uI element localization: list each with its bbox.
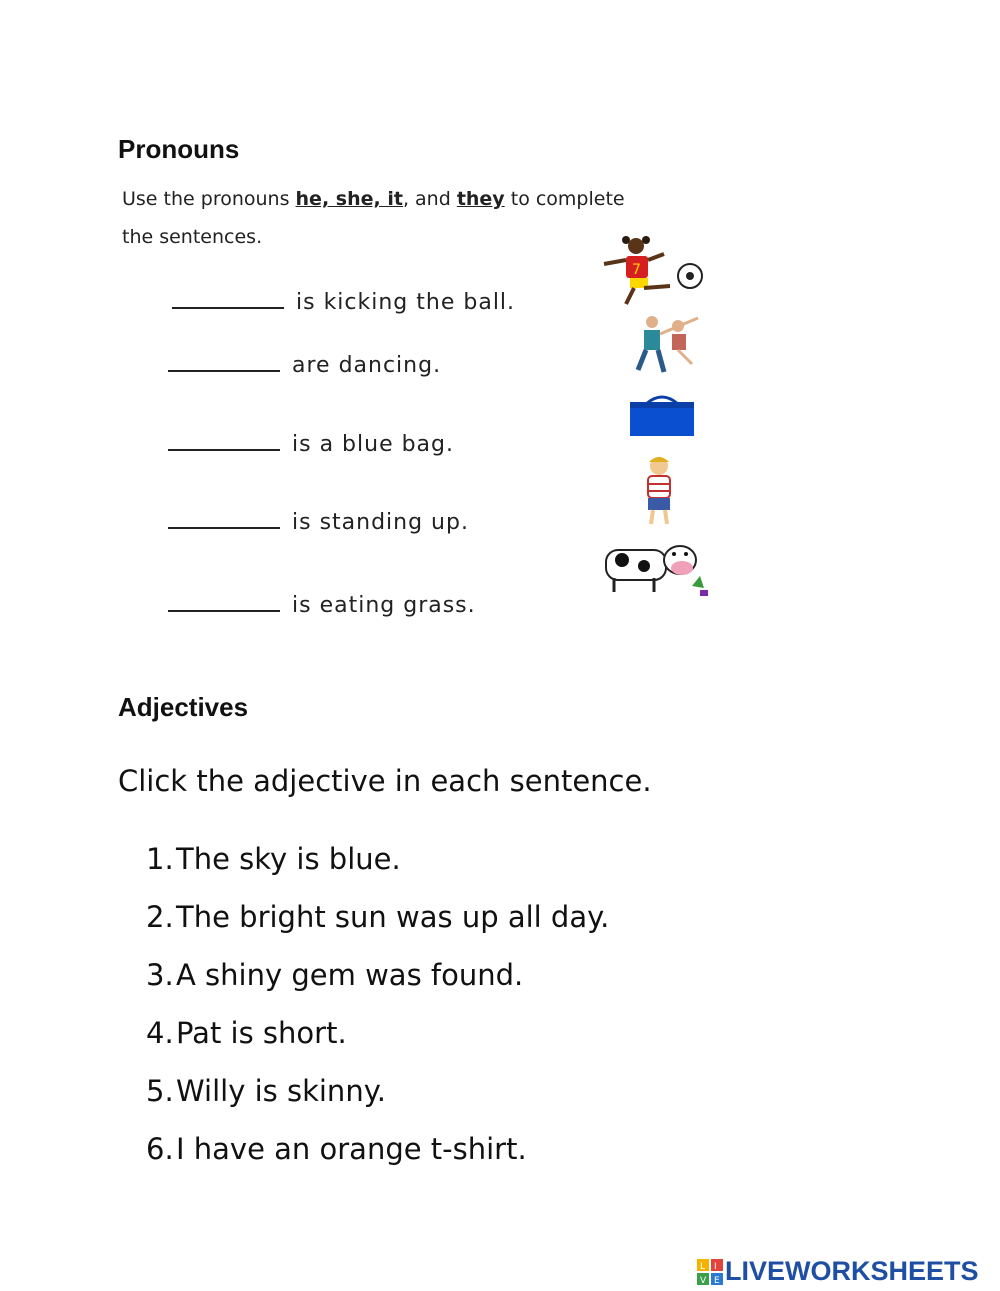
- adjective-list-item: [146, 1074, 386, 1108]
- pronoun-blank-input[interactable]: [168, 429, 280, 451]
- pronoun-sentence-row: [152, 404, 454, 457]
- item-number: 5.: [146, 1074, 174, 1108]
- pronoun-sentence-row: [152, 565, 476, 618]
- item-number: 2.: [146, 900, 174, 934]
- boy-standing-illustration: [634, 456, 684, 528]
- pronoun-sentence-row: [152, 482, 469, 535]
- logo-block-e: E: [714, 1275, 720, 1285]
- logo-block-i: I: [714, 1261, 717, 1272]
- girl-kicking-ball-illustration: [598, 234, 706, 306]
- dancing-couple-illustration: [630, 312, 706, 374]
- logo-text: LIVEWORKSHEETS: [725, 1256, 979, 1286]
- item-sentence[interactable]: The bright sun was up all day.: [176, 900, 610, 934]
- instruction-middle: , and: [402, 188, 457, 210]
- pronoun-sentence-text: are dancing.: [292, 353, 442, 378]
- adjective-list-item: [146, 1132, 527, 1166]
- item-sentence[interactable]: A shiny gem was found.: [176, 958, 524, 992]
- instruction-pronouns-list: he, she, it: [295, 188, 403, 210]
- pronoun-sentence-row: [152, 325, 441, 378]
- logo-block-l: L: [700, 1261, 706, 1272]
- adjective-list-item: [146, 1016, 347, 1050]
- adjectives-instruction: Click the adjective in each sentence.: [118, 764, 652, 798]
- pronoun-blank-input[interactable]: [168, 590, 280, 612]
- logo-block-v: V: [700, 1275, 707, 1285]
- instruction-suffix: to complete: [504, 188, 625, 210]
- cow-eating-grass-illustration: [600, 536, 708, 596]
- instruction-line2: the sentences.: [122, 226, 263, 248]
- adjective-list-item: [146, 900, 609, 934]
- item-sentence[interactable]: The sky is blue.: [176, 842, 401, 876]
- pronoun-sentence-text: is kicking the ball.: [296, 290, 516, 315]
- instruction-prefix: Use the pronouns: [122, 188, 296, 210]
- item-sentence[interactable]: I have an orange t-shirt.: [176, 1132, 527, 1166]
- item-number: 1.: [146, 842, 174, 876]
- pronoun-sentence-row: [156, 262, 515, 315]
- item-number: 4.: [146, 1016, 174, 1050]
- pronoun-blank-input[interactable]: [168, 507, 280, 529]
- liveworksheets-logo: [697, 1256, 979, 1287]
- instruction-pronoun-they: they: [456, 188, 505, 210]
- pronoun-sentence-text: is a blue bag.: [292, 432, 454, 457]
- item-sentence[interactable]: Willy is skinny.: [176, 1074, 386, 1108]
- item-number: 6.: [146, 1132, 174, 1166]
- item-number: 3.: [146, 958, 174, 992]
- svg-text:7: 7: [632, 262, 641, 278]
- pronouns-heading: Pronouns: [118, 134, 240, 164]
- pronoun-sentence-text: is standing up.: [292, 510, 469, 535]
- adjective-list-item: [146, 842, 401, 876]
- pronoun-blank-input[interactable]: [168, 350, 280, 372]
- adjectives-heading: Adjectives: [118, 692, 249, 722]
- pronoun-blank-input[interactable]: [172, 287, 284, 309]
- logo-blocks-icon: [697, 1259, 723, 1285]
- adjective-list-item: [146, 958, 523, 992]
- item-sentence[interactable]: Pat is short.: [176, 1016, 347, 1050]
- blue-bag-illustration: [626, 392, 698, 440]
- pronoun-sentence-text: is eating grass.: [292, 593, 476, 618]
